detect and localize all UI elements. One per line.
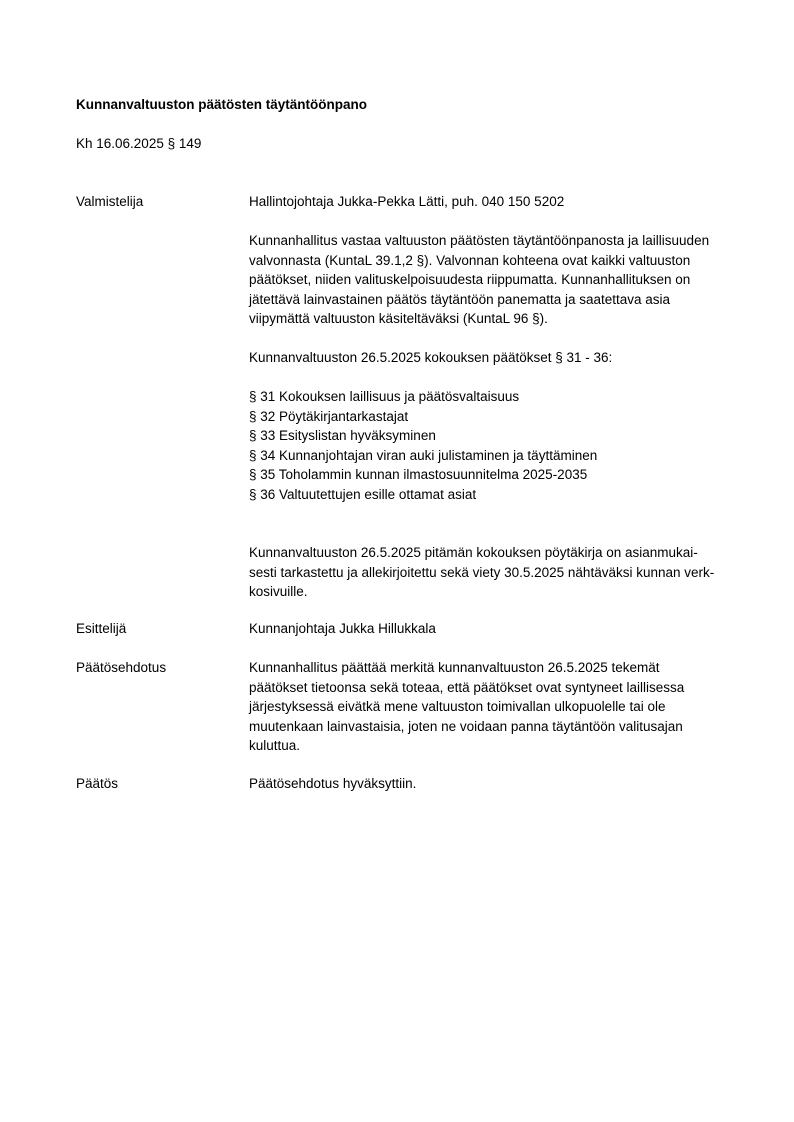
paatos-value (249, 774, 759, 794)
esittelija-value (249, 619, 759, 639)
proposal-line: kuluttua. (249, 738, 301, 753)
responsibility-line: jätettävä lainvastainen päätös täytäntöön panematta ja saatettava asia (249, 291, 671, 307)
esittelija-label: Esittelijä (76, 621, 127, 636)
proposal-line: järjestyksessä eivätkä mene valtuuston toimivallan ulkopuolelle tai ole (249, 699, 666, 714)
decisions-intro: Kunnanvaltuuston 26.5.2025 kokouksen päätökset § 31 - 36: (249, 350, 613, 365)
responsibility-line: viipymättä valtuuston käsiteltäväksi (KuntaL 96 §). (249, 311, 548, 326)
responsibility-line: valvonnasta (KuntaL 39.1,2 §). Valvonnan kohteena ovat kaikki valtuuston (249, 252, 691, 268)
paatosehdotus-content (249, 658, 759, 756)
minutes-line: sesti tarkastettu ja allekirjoitettu sekä viety 30.5.2025 nähtäväksi kunnan verk- (249, 564, 715, 580)
decision-item: § 34 Kunnanjohtajan viran auki julistaminen ja täyttäminen (249, 447, 598, 463)
preparer-text: Hallintojohtaja Jukka-Pekka Lätti, puh. 040 150 5202 (249, 194, 565, 209)
proposal-line: muutenkaan lainvastaisia, joten ne voidaan panna täytäntöön valitusajan (249, 718, 683, 734)
valmistelija-label: Valmistelija (76, 194, 144, 209)
decision-item: § 35 Toholammin kunnan ilmastosuunnitelma 2025-2035 (249, 467, 588, 482)
document-title: Kunnanvaltuuston päätösten täytäntöönpano (76, 97, 368, 112)
decision-item: § 32 Pöytäkirjantarkastajat (249, 408, 409, 424)
responsibility-line: päätökset, niiden valituskelpoisuudesta riippumatta. Kunnanhallituksen on (249, 272, 691, 287)
proposal-line: Kunnanhallitus päättää merkitä kunnanvaltuuston 26.5.2025 tekemät (249, 660, 660, 675)
meeting-reference: Kh 16.06.2025 § 149 (76, 136, 202, 151)
paatosehdotus-label: Päätösehdotus (76, 660, 167, 675)
decision-item: § 31 Kokouksen laillisuus ja päätösvaltaisuus (249, 389, 520, 404)
paatos-label: Päätös (76, 776, 119, 791)
decision-item: § 36 Valtuutettujen esille ottamat asiat (249, 486, 477, 502)
decision-item: § 33 Esityslistan hyväksyminen (249, 428, 436, 443)
decision-text: Päätösehdotus hyväksyttiin. (249, 776, 417, 791)
responsibility-line: Kunnanhallitus vastaa valtuuston päätösten täytäntöönpanosta ja laillisuuden (249, 233, 710, 248)
minutes-line: kosivuille. (249, 584, 308, 599)
valmistelija-content (249, 192, 759, 602)
minutes-line: Kunnanvaltuuston 26.5.2025 pitämän kokouksen pöytäkirja on asianmukai- (249, 545, 698, 560)
proposal-line: päätökset tietoonsa sekä toteaa, että päätökset ovat syntyneet laillisessa (249, 679, 685, 695)
presenter-text: Kunnanjohtaja Jukka Hillukkala (249, 621, 436, 636)
